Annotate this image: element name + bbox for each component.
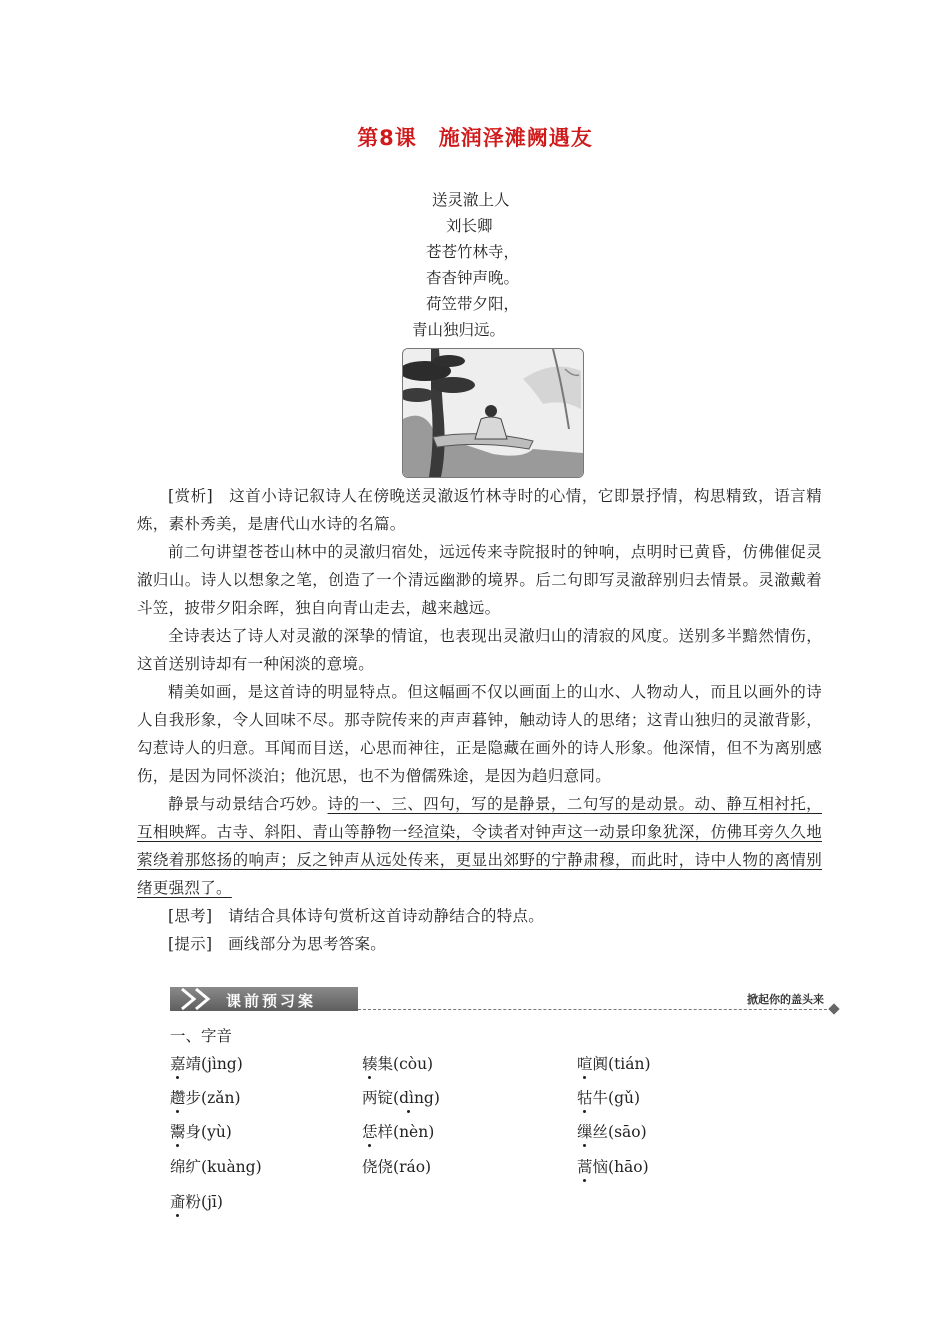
vocab-rest: 粉(jī) [185, 1193, 223, 1211]
vocab-item [170, 1190, 223, 1212]
paragraph-5-lead: 静景与动景结合巧妙。 [168, 795, 328, 813]
poem-author: 刘长卿 [446, 217, 493, 235]
paragraph-hint: [提示] 画线部分为思考答案。 [168, 935, 387, 953]
section-banner [170, 985, 838, 1015]
poem-line-1: 苍苍竹林寺， [426, 243, 520, 261]
poem-illustration [402, 348, 584, 478]
poem-line-2: 杳杳钟声晚。 [426, 269, 520, 287]
poem-line-4: 青山独归远。 [412, 321, 506, 339]
vocab-rest: 侥(ráo) [377, 1158, 432, 1176]
vocab-rest: 阗(tián) [592, 1055, 651, 1073]
chevron-right-icon [178, 987, 228, 1011]
poem-line-3: 荷笠带夕阳， [426, 295, 520, 313]
banner-bar [170, 987, 358, 1011]
vocab-rest: 身(yù) [185, 1123, 232, 1141]
paragraph-appreciation: [赏析] 这首小诗记叙诗人在傍晚送灵澈返竹林寺时的心情，它即景抒情，构思精致，语言精炼，素朴秀美，是唐代山水诗的名篇。 [137, 487, 822, 533]
banner-label: 课前预习案 [226, 992, 317, 1010]
vocab-char: 缫 [577, 1120, 593, 1142]
page-title: 第8课 施润泽滩阙遇友 [357, 126, 593, 150]
vocab-item [577, 1052, 651, 1074]
vocab-rest: 靖(jìng) [185, 1055, 243, 1073]
vocab-item [362, 1120, 434, 1142]
vocab-char: 绵 [170, 1158, 186, 1176]
vocab-rest: 步(zǎn) [185, 1089, 241, 1107]
paragraph-4: 精美如画，是这首诗的明显特点。但这幅画不仅以画面上的山水、人物动人，而且以画外的诗人自我形象，令人回味不尽。那寺院传来的声声暮钟，触动诗人的思绪；这青山独归的灵澈背影，勾惹诗人的归意。耳闻而目送，心思而神往，正是隐藏在画外的诗人形象。他深情，但不为离别感伤，是因为同怀淡泊；他沉思，也不为僧儒殊途，是因为趋归意同。 [137, 683, 822, 785]
vocab-item [170, 1120, 232, 1142]
vocab-char: 嘉 [170, 1052, 186, 1074]
vocab-char: 趱 [170, 1086, 186, 1108]
vocab-rest: 锭(dìng) [378, 1086, 440, 1108]
banner-divider [358, 1009, 832, 1010]
vocab-item [577, 1155, 649, 1177]
vocab-char: 牯 [577, 1086, 593, 1108]
paragraph-5 [137, 790, 822, 902]
poem-title: 送灵澈上人 [432, 191, 510, 209]
vocab-rest: 丝(sāo) [592, 1123, 647, 1141]
commentary [137, 482, 822, 958]
vocab-item [577, 1086, 640, 1108]
vocab-item [362, 1086, 440, 1108]
vocab-char: 恁 [362, 1120, 378, 1142]
vocab-char: 侥 [362, 1158, 378, 1176]
paragraph-2: 前二句讲望苍苍山林中的灵澈归宿处，远远传来寺院报时的钟响，点明时已黄昏，仿佛催促灵澈归山。诗人以想象之笔，创造了一个清远幽渺的境界。后二句即写灵澈辞别归去情景。灵澈戴着斗笠，披带夕阳余晖，独自向青山走去，越来越远。 [137, 543, 822, 617]
banner-slogan: 掀起你的盖头来 [747, 993, 824, 1006]
vocab-rest: 集(còu) [377, 1055, 434, 1073]
vocab-char: 喧 [577, 1052, 593, 1074]
vocab-item [577, 1120, 647, 1142]
section-heading: 一、字音 [170, 1027, 233, 1045]
diamond-icon [828, 1003, 839, 1014]
vocab-rest: 牛(gǔ) [592, 1089, 641, 1107]
vocab-item [170, 1155, 262, 1177]
vocab-char: 两 [362, 1089, 378, 1107]
vocab-rest: 恼(hāo) [592, 1158, 649, 1176]
vocab-item [170, 1086, 241, 1108]
vocab-rest: 纩(kuàng) [185, 1158, 262, 1176]
vocab-char: 蒿 [577, 1155, 593, 1177]
vocab-item [362, 1155, 431, 1177]
vocab-char: 齑 [170, 1190, 186, 1212]
paragraph-3: 全诗表达了诗人对灵澈的深挚的情谊，也表现出灵澈归山的清寂的风度。送别多半黯然情伤，这首送别诗却有一种闲淡的意境。 [137, 627, 822, 673]
vocab-rest: 样(nèn) [377, 1123, 435, 1141]
vocab-item [362, 1052, 433, 1074]
paragraph-think: [思考] 请结合具体诗句赏析这首诗动静结合的特点。 [168, 907, 545, 925]
vocab-char: 辏 [362, 1052, 378, 1074]
underlined-answer: 诗的一、三、四句，写的是静景，二句写的是动景。动、静互相衬托，互相映辉。古寺、斜阳、青山等静物一经渲染，令读者对钟声这一动景印象犹深，仿佛耳旁久久地萦绕着那悠扬的响声；反之钟声从远处传来，更显出郊野的宁静肃穆，而此时，诗中人物的离情别绪更强烈了。 [137, 795, 822, 897]
vocab-char: 鬻 [170, 1120, 186, 1142]
vocab-item [170, 1052, 243, 1074]
